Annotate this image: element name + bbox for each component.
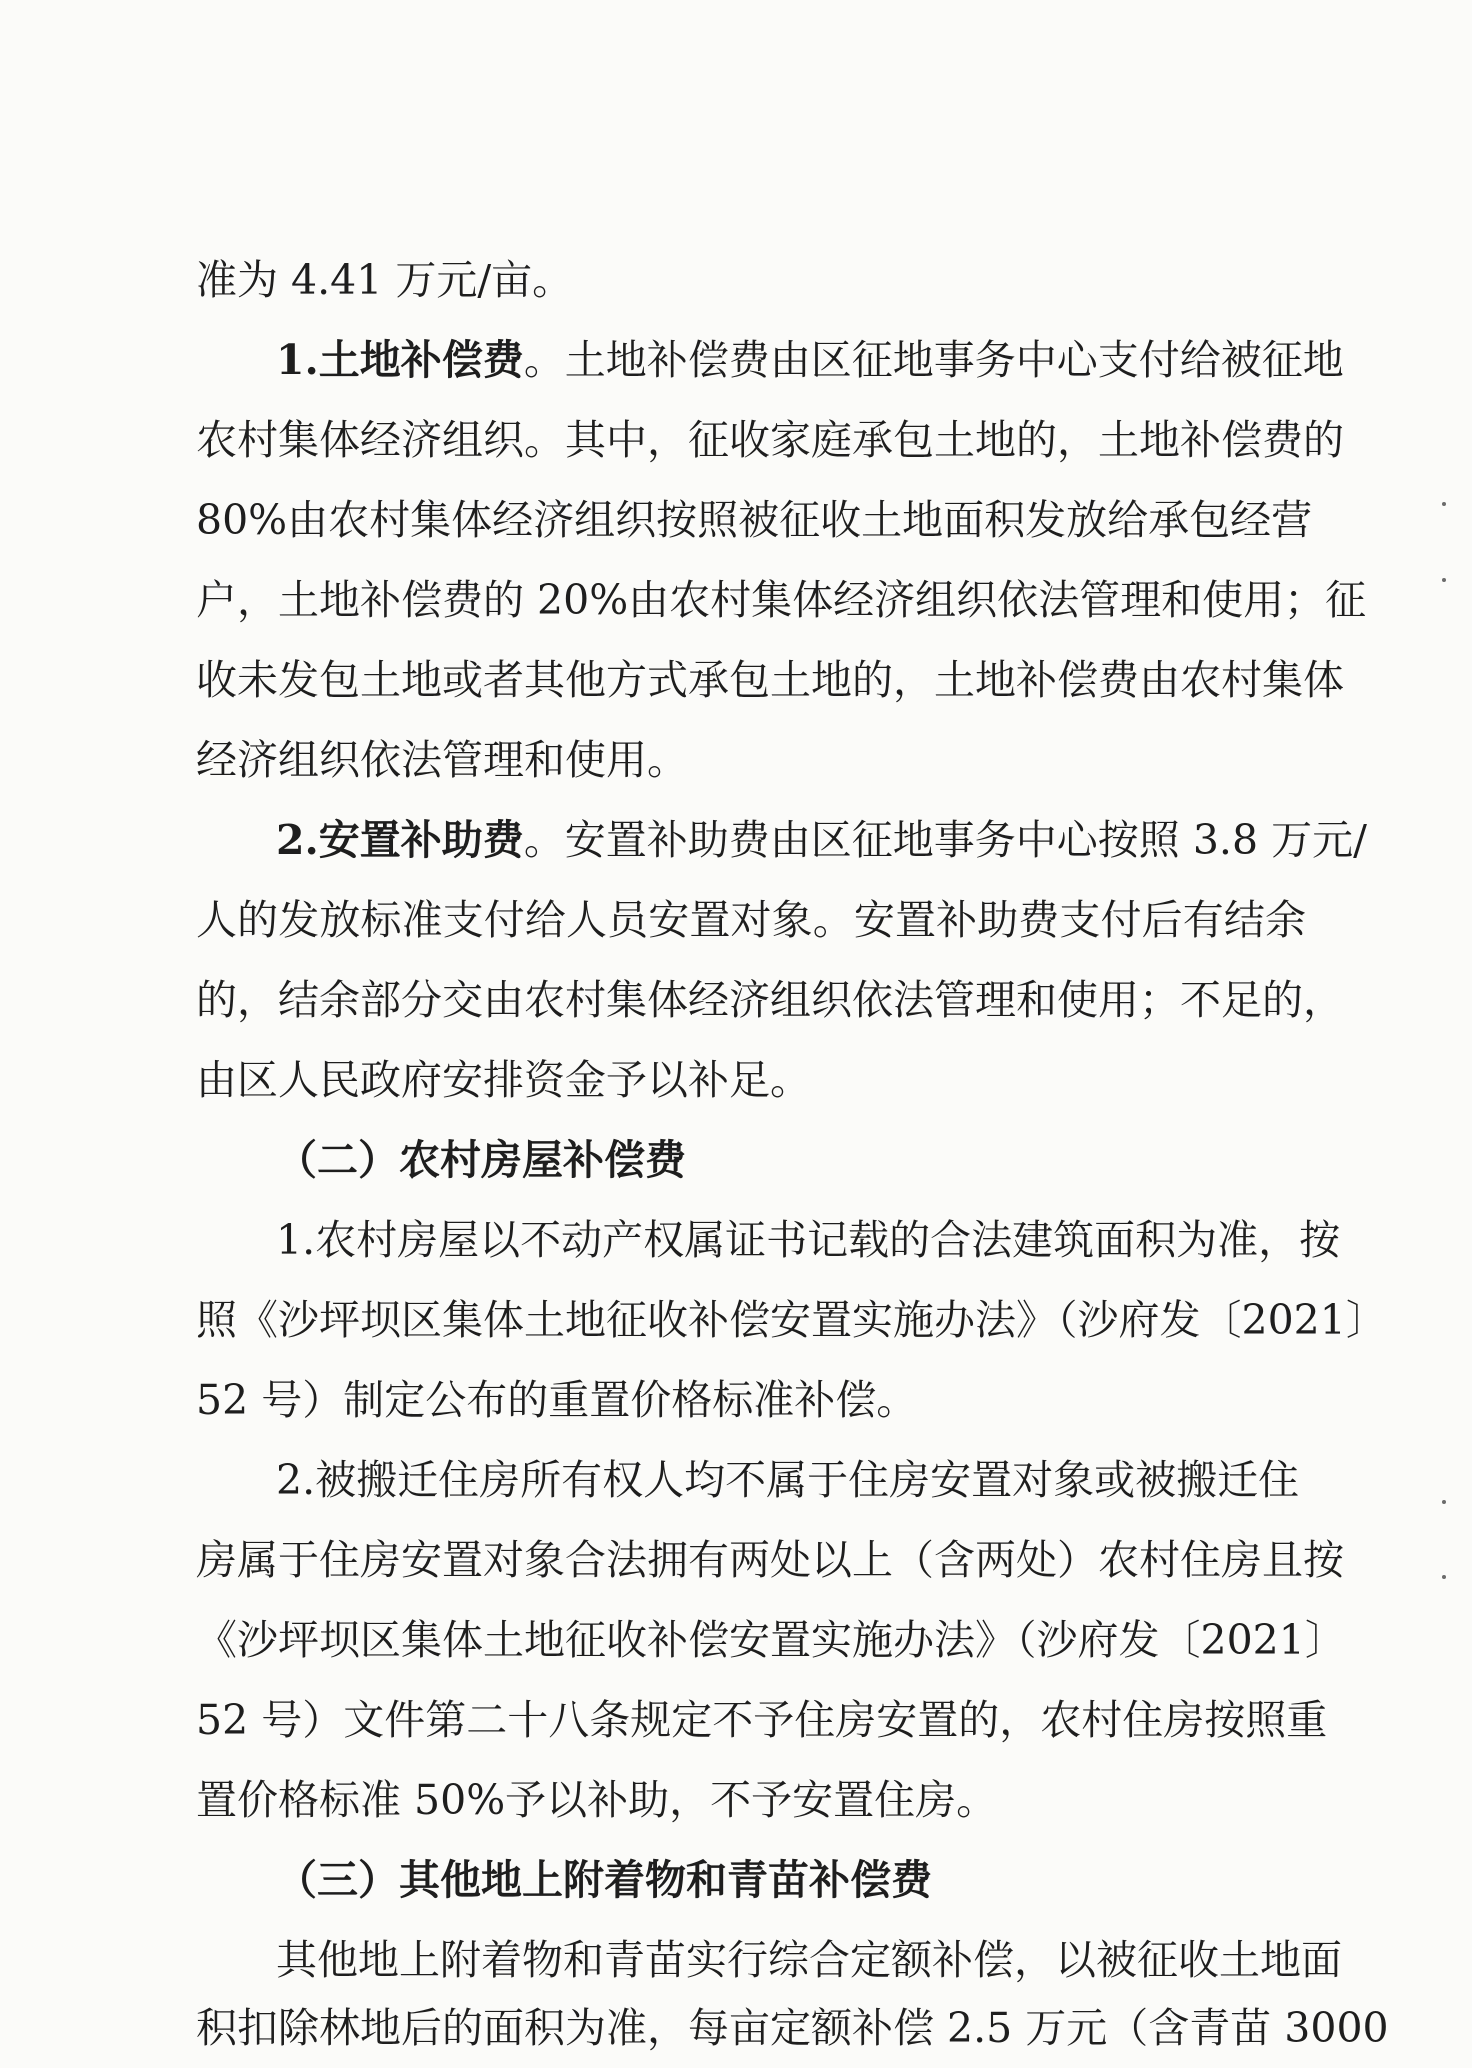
- text-line-22: 其他地上附着物和青苗实行综合定额补偿，以被征收土地面: [276, 1936, 1342, 1984]
- resettlement-subsidy-heading: 2.安置补助费: [276, 816, 524, 864]
- text-line-10: 的，结余部分交由农村集体经济组织依法管理和使用；不足的，: [196, 976, 1344, 1024]
- text-line-8: [276, 800, 1367, 880]
- text-line-17: 房属于住房安置对象合法拥有两处以上（含两处）农村住房且按: [196, 1536, 1344, 1584]
- text-line-18: 《沙坪坝区集体土地征收补偿安置实施办法》（沙府发〔2021〕: [196, 1616, 1346, 1664]
- margin-mark: [1442, 1500, 1446, 1504]
- text-line-14: 照《沙坪坝区集体土地征收补偿安置实施办法》（沙府发〔2021〕: [196, 1296, 1387, 1344]
- text-line-23: 积扣除林地后的面积为准，每亩定额补偿 2.5 万元（含青苗 3000: [196, 2004, 1389, 2052]
- margin-mark: [1442, 1575, 1446, 1579]
- section-heading-attachments: （三）其他地上附着物和青苗补偿费: [276, 1856, 932, 1904]
- text-line-4: 80%由农村集体经济组织按照被征收土地面积发放给承包经营: [196, 496, 1313, 544]
- text-line-3: 农村集体经济组织。其中，征收家庭承包土地的，土地补偿费的: [196, 416, 1344, 464]
- margin-mark: [1442, 578, 1446, 582]
- text-line-2: [276, 320, 1344, 400]
- text-line-5: 户，土地补偿费的 20%由农村集体经济组织依法管理和使用；征: [196, 576, 1367, 624]
- margin-mark: [1442, 502, 1446, 506]
- text-line-13: 1.农村房屋以不动产权属证书记载的合法建筑面积为准，按: [276, 1216, 1341, 1264]
- text-line-11: 由区人民政府安排资金予以补足。: [196, 1056, 811, 1104]
- text-line-9: 人的发放标准支付给人员安置对象。安置补助费支付后有结余: [196, 896, 1306, 944]
- text-line-20: 置价格标准 50%予以补助，不予安置住房。: [196, 1776, 998, 1824]
- text-line-8-body: 。安置补助费由区征地事务中心按照 3.8 万元/: [523, 816, 1367, 864]
- section-heading-rural-housing: （二）农村房屋补偿费: [276, 1136, 686, 1184]
- text-line-1: 准为 4.41 万元/亩。: [196, 256, 574, 304]
- text-line-19: 52 号）文件第二十八条规定不予住房安置的，农村住房按照重: [196, 1696, 1328, 1744]
- land-compensation-heading: 1.土地补偿费: [276, 336, 524, 384]
- text-line-16: 2.被搬迁住房所有权人均不属于住房安置对象或被搬迁住: [276, 1456, 1300, 1504]
- text-line-7: 经济组织依法管理和使用。: [196, 736, 688, 784]
- text-line-6: 收未发包土地或者其他方式承包土地的，土地补偿费由农村集体: [196, 656, 1344, 704]
- text-line-15: 52 号）制定公布的重置价格标准补偿。: [196, 1376, 918, 1424]
- text-line-2-body: 。土地补偿费由区征地事务中心支付给被征地: [523, 336, 1344, 384]
